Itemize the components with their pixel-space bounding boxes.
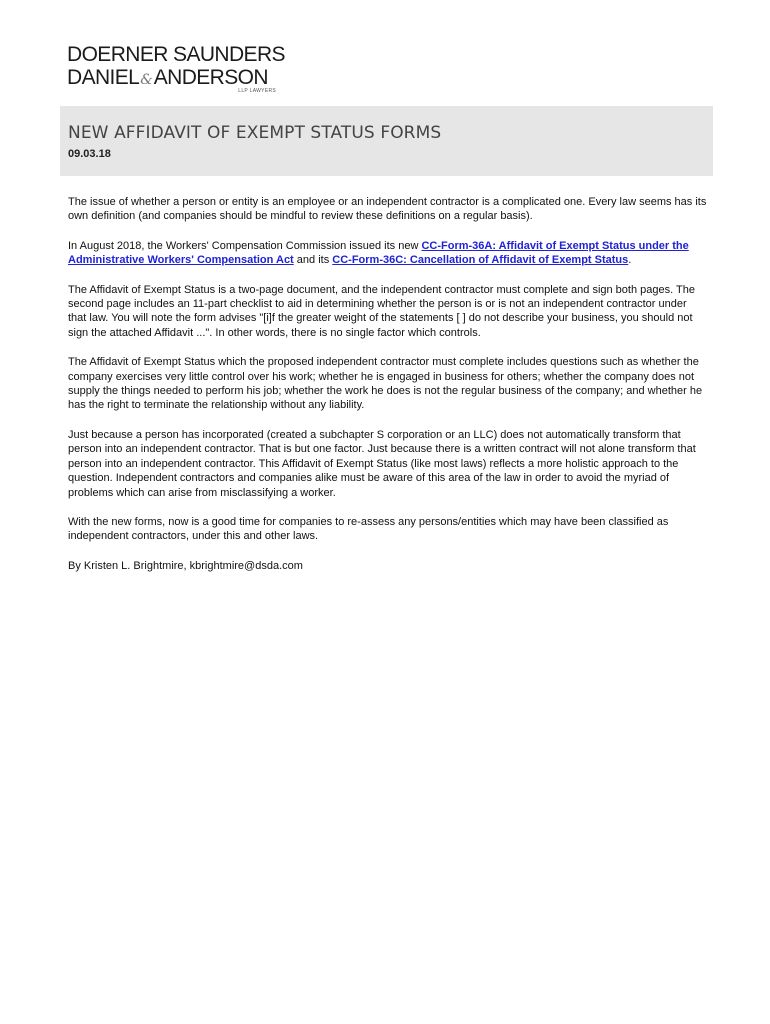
title-banner [60, 106, 713, 176]
logo-line-1: DOERNER SAUNDERS [67, 43, 285, 66]
article-body [68, 195, 708, 588]
page-title: NEW AFFIDAVIT OF EXEMPT STATUS FORMS [68, 123, 442, 143]
logo-ampersand: & [140, 72, 153, 88]
author-byline: By Kristen L. Brightmire, kbrightmire@dsda.com [68, 559, 303, 572]
paragraph-forms [68, 239, 708, 268]
paragraph-forms-end: . [628, 254, 632, 267]
logo-word-anderson: ANDERSON [153, 66, 268, 89]
link-cc-form-36a[interactable]: CC-Form-36A: Affidavit of Exempt Status under the Administrative Workers' Compensation Act [68, 239, 689, 267]
paragraph-incorporation: Just because a person has incorporated (created a subchapter S corporation or an LLC) does not automatically transform that person into an independent contractor. That is but one factor. Just because there is a written contract will not alone transform that person into an independent contractor. This Affidavit of Exempt Status (like most laws) reflects a more holistic approach to the question. Independent contractors and companies alike must be aware of this area of the law in order to avoid the myriad of problems which can arise from misclassifying a worker. [68, 428, 696, 499]
firm-logo [67, 43, 285, 96]
paragraph-reassess: With the new forms, now is a good time for companies to re-assess any persons/entities which may have been classified as independent contractors, under this and other laws. [68, 515, 669, 543]
link-cc-form-36c[interactable]: CC-Form-36C: Cancellation of Affidavit of Exempt Status [332, 254, 629, 267]
paragraph-affidavit-questions: The Affidavit of Exempt Status which the proposed independent contractor must complete includes questions such as whether the company exercises very little control over his work; whether he is engaged in business for others; whether the company does not supply the things needed to perform his job; whether the work he does is not the regular business of the company; and whether he has the right to terminate the relationship without any liability. [68, 356, 703, 412]
paragraph-intro: The issue of whether a person or entity is an employee or an independent contractor is a complicated one. Every law seems has its own definition (and companies should be mindful to review these definitions on a regular basis). [68, 196, 707, 223]
logo-tagline: LLP LAWYERS [238, 88, 276, 94]
paragraph-affidavit-overview: The Affidavit of Exempt Status is a two-page document, and the independent contractor must complete and sign both pages. The second page includes an 11-part checklist to aid in determining whether the person is or is not an independent contractor under that law. You will note the form advises "[i]f the greater weight of the statements [ ] do not describe your business, you should not sign the attached Affidavit ...". In other words, there is no single factor which controls. [68, 283, 695, 339]
paragraph-forms-lead: In August 2018, the Workers' Compensation Commission issued its new [68, 239, 422, 252]
paragraph-forms-join: and its [293, 254, 333, 267]
publish-date: 09.03.18 [68, 148, 111, 160]
logo-word-daniel: DANIEL [67, 66, 140, 89]
